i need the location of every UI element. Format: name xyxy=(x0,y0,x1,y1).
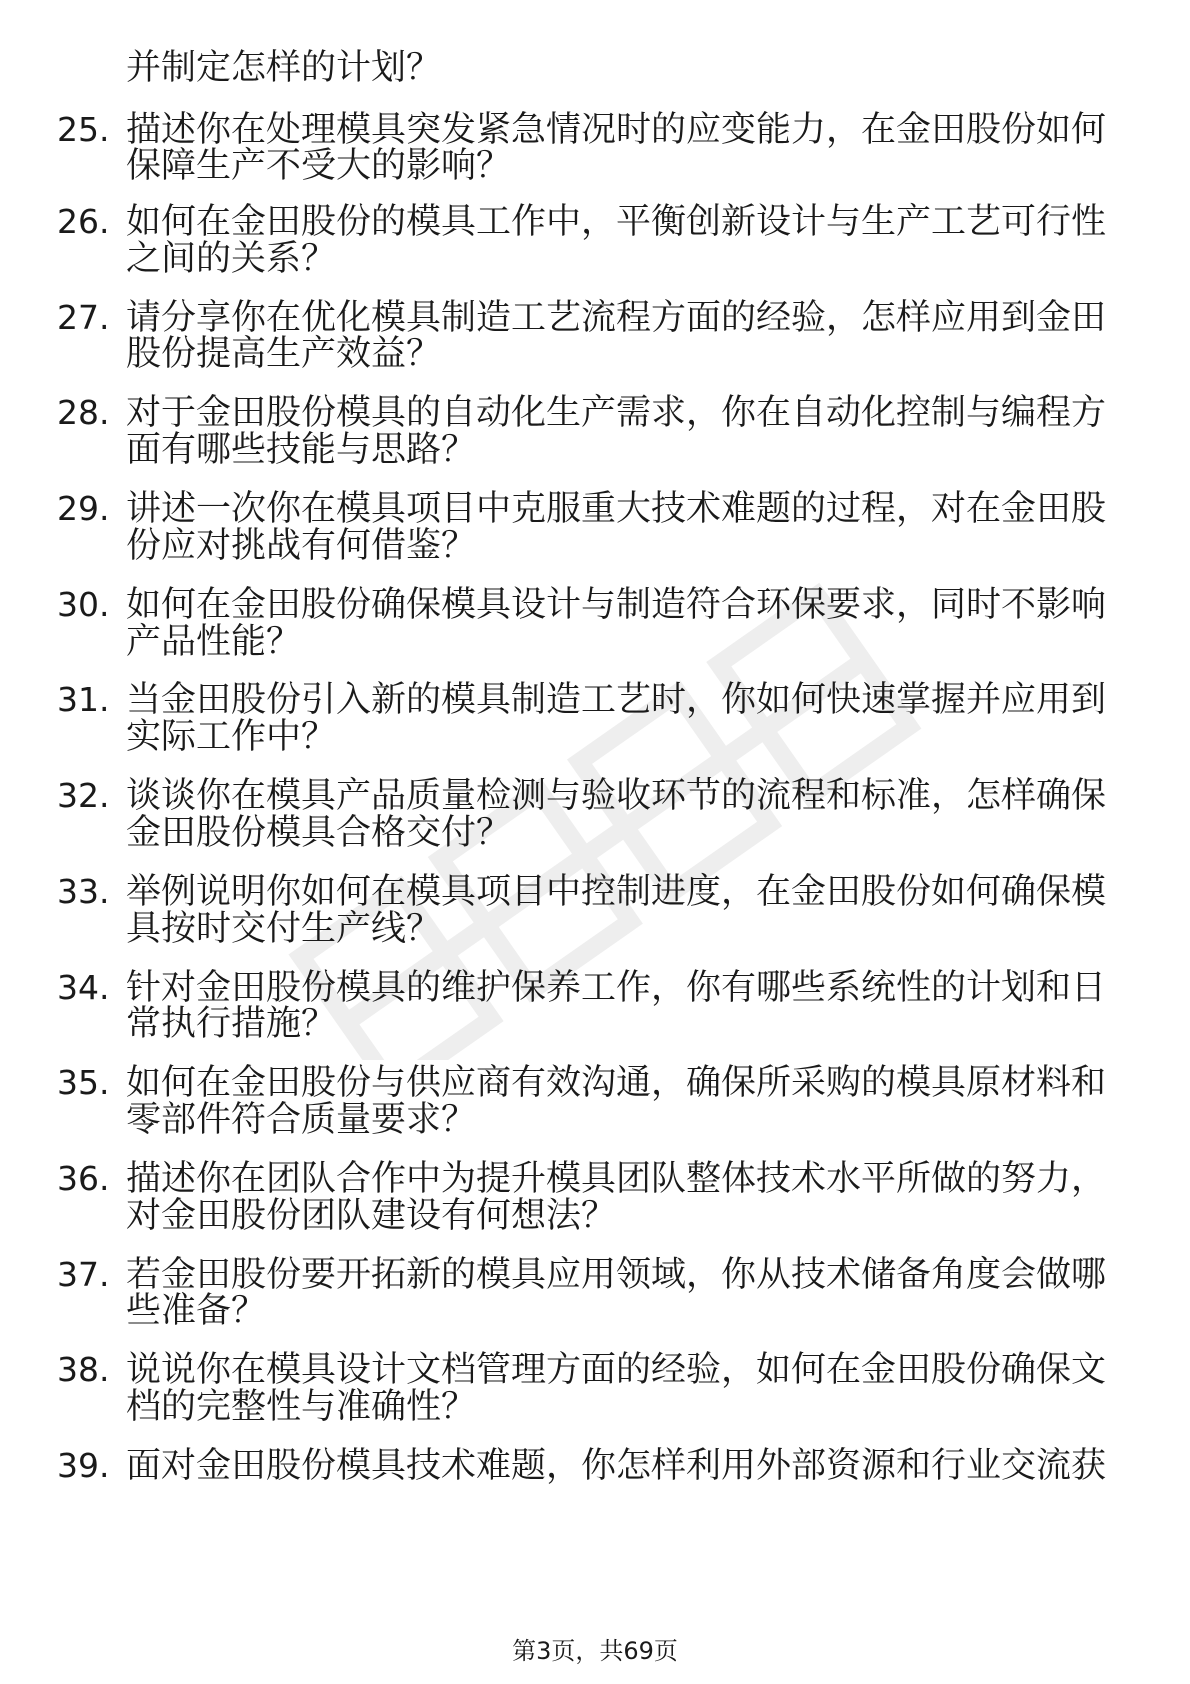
question-number: 25. xyxy=(57,110,110,149)
question-line: 若金田股份要开拓新的模具应用领域，你从技术储备角度会做哪 xyxy=(126,1255,1107,1295)
question-line: 对于金田股份模具的自动化生产需求，你在自动化控制与编程方 xyxy=(126,393,1107,433)
question-line: 零部件符合质量要求？ xyxy=(126,1100,477,1140)
question-number: 36. xyxy=(57,1159,110,1198)
question-number: 39. xyxy=(57,1446,110,1485)
question-number: 27. xyxy=(57,298,110,337)
question-line: 面有哪些技能与思路？ xyxy=(126,430,477,470)
page-footer: 第3页，共69页 xyxy=(512,1637,678,1665)
question-number: 26. xyxy=(57,202,110,241)
question-line: 描述你在团队合作中为提升模具团队整体技术水平所做的努力， xyxy=(126,1159,1107,1199)
question-line: 举例说明你如何在模具项目中控制进度，在金田股份如何确保模 xyxy=(126,872,1107,912)
question-number: 35. xyxy=(57,1063,110,1102)
question-line: 保障生产不受大的影响？ xyxy=(126,146,512,186)
question-line: 常执行措施？ xyxy=(126,1004,337,1044)
question-line: 请分享你在优化模具制造工艺流程方面的经验，怎样应用到金田 xyxy=(126,298,1107,338)
question-line: 档的完整性与准确性？ xyxy=(126,1387,477,1427)
question-line: 说说你在模具设计文档管理方面的经验，如何在金田股份确保文 xyxy=(126,1350,1107,1390)
question-line: 面对金田股份模具技术难题，你怎样利用外部资源和行业交流获 xyxy=(126,1446,1107,1486)
question-number: 37. xyxy=(57,1255,110,1294)
question-line: 实际工作中？ xyxy=(126,717,337,757)
question-line: 产品性能？ xyxy=(126,622,302,662)
question-number: 28. xyxy=(57,393,110,432)
continued-question-line: 并制定怎样的计划？ xyxy=(126,48,442,88)
question-line: 具按时交付生产线？ xyxy=(126,909,442,949)
question-line: 金田股份模具合格交付？ xyxy=(126,813,512,853)
question-line: 如何在金田股份与供应商有效沟通，确保所采购的模具原材料和 xyxy=(126,1063,1107,1103)
question-number: 31. xyxy=(57,680,110,719)
question-number: 38. xyxy=(57,1350,110,1389)
question-line: 股份提高生产效益？ xyxy=(126,334,442,374)
question-line: 如何在金田股份确保模具设计与制造符合环保要求，同时不影响 xyxy=(126,585,1107,625)
question-line: 些准备？ xyxy=(126,1291,267,1331)
question-line: 针对金田股份模具的维护保养工作，你有哪些系统性的计划和日 xyxy=(126,968,1107,1008)
question-line: 描述你在处理模具突发紧急情况时的应变能力，在金田股份如何 xyxy=(126,110,1107,150)
question-number: 30. xyxy=(57,585,110,624)
question-line: 份应对挑战有何借鉴？ xyxy=(126,526,477,566)
question-number: 33. xyxy=(57,872,110,911)
question-number: 34. xyxy=(57,968,110,1007)
question-line: 之间的关系？ xyxy=(126,239,337,279)
question-line: 当金田股份引入新的模具制造工艺时，你如何快速掌握并应用到 xyxy=(126,680,1107,720)
question-line: 如何在金田股份的模具工作中，平衡创新设计与生产工艺可行性 xyxy=(126,202,1107,242)
question-line: 讲述一次你在模具项目中克服重大技术难题的过程，对在金田股 xyxy=(126,489,1107,529)
question-line: 对金田股份团队建设有何想法？ xyxy=(126,1196,617,1236)
question-number: 29. xyxy=(57,489,110,528)
question-number: 32. xyxy=(57,776,110,815)
question-line: 谈谈你在模具产品质量检测与验收环节的流程和标准，怎样确保 xyxy=(126,776,1107,816)
